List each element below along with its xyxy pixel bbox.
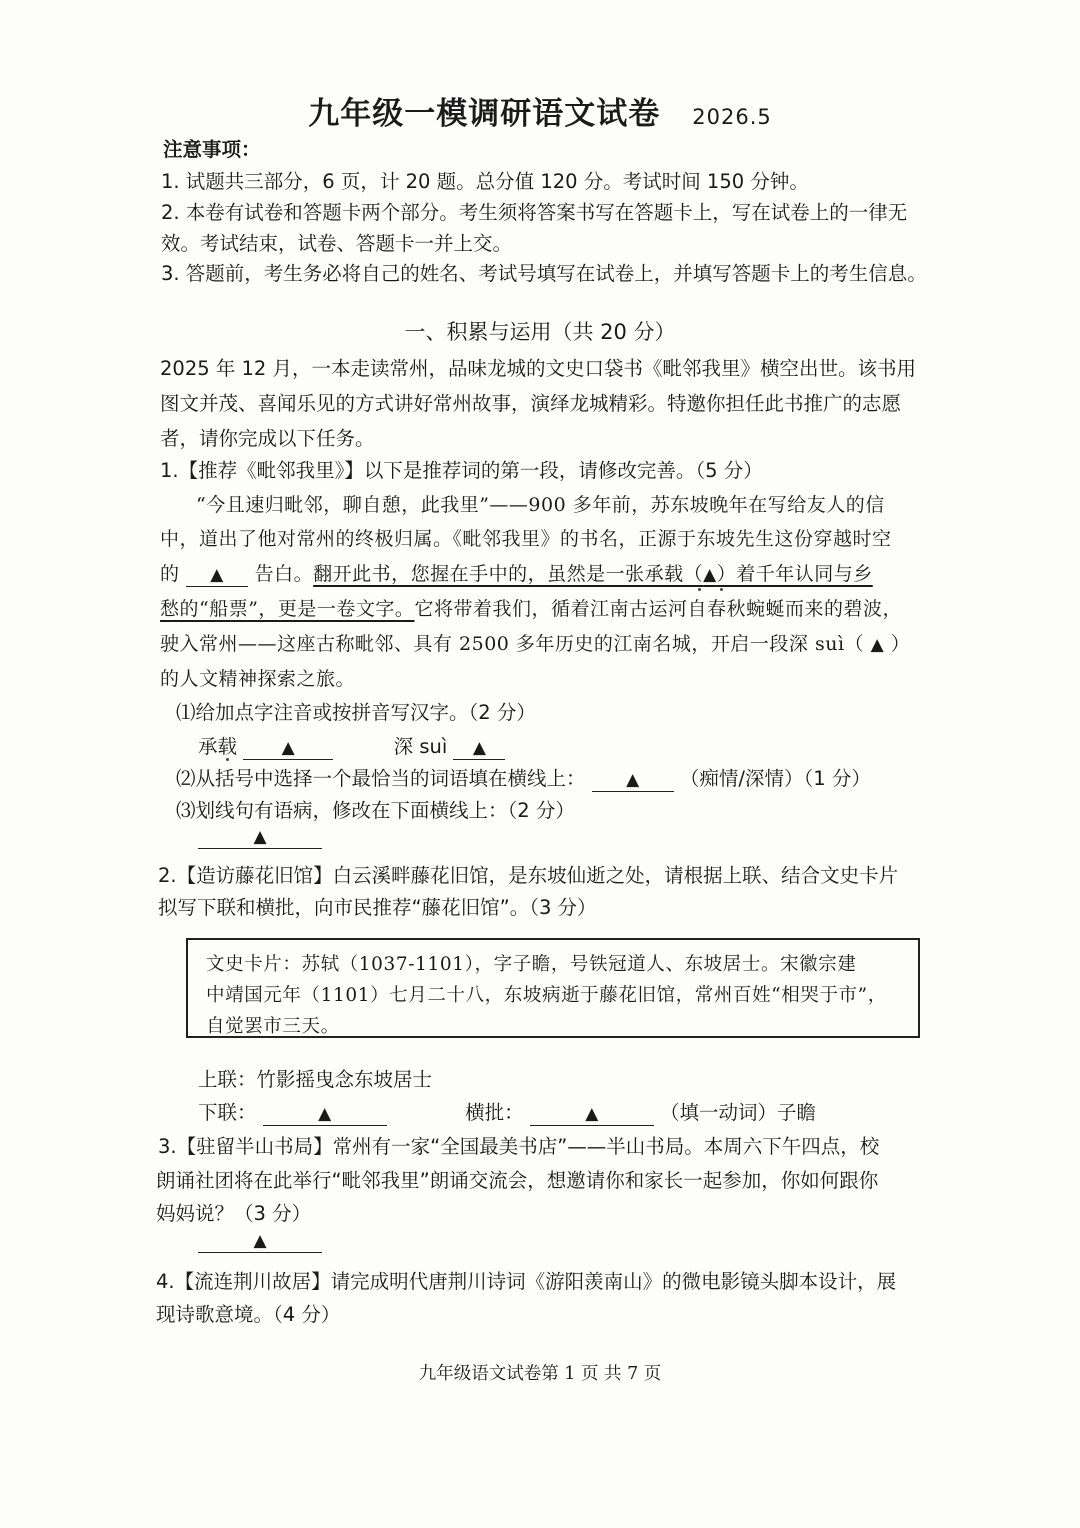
q1-sub1-shensui: 深 suì — [393, 735, 448, 758]
exam-title — [0, 88, 1080, 133]
couplet-answer-row — [198, 1097, 816, 1126]
q1-passage-gaobai: 告白。 — [254, 563, 314, 585]
q1-sub3-answer-line[interactable] — [198, 824, 322, 849]
intro-line-3: 者，请你完成以下任务。 — [160, 427, 375, 450]
question-3-stem-2: 朗诵社团将在此举行“毗邻我里”朗诵交流会，想邀请你和家长一起参加，你如何跟你 — [156, 1169, 879, 1192]
q1-underlined-part-2: ）着千年认同与乡 — [716, 563, 873, 585]
q1-passage-line-6: 的人文精神探索之旅。 — [160, 668, 356, 690]
q1-sub2-options: （痴情/深情）（1 分） — [679, 767, 871, 790]
answer-triangle-icon: ▲ — [626, 770, 640, 790]
notice-item-2b: 效。考试结束，试卷、答题卡一并上交。 — [161, 232, 513, 255]
question-4-stem-1: 4.【流连荆川故居】请完成明代唐荆川诗词《游阳羡南山》的微电影镜头脚本设计，展 — [156, 1270, 897, 1293]
couplet-lower-label: 下联： — [198, 1101, 257, 1124]
couplet-lower-blank[interactable] — [263, 1101, 387, 1126]
notice-item-1: 1. 试题共三部分，6 页，计 20 题。总分值 120 分。考试时间 150 分钟。 — [161, 170, 809, 193]
q1-passage-line-5-text: 驶入常州——这座古称毗邻、具有 2500 多年历史的江南名城，开启一段深 suì（ — [160, 633, 865, 655]
answer-triangle-icon: ▲ — [210, 565, 224, 585]
couplet-banner-blank[interactable] — [530, 1101, 654, 1126]
emphasis-dot — [226, 758, 229, 761]
question-4-stem-2: 现诗歌意境。（4 分） — [156, 1303, 341, 1326]
exam-date: 2026.5 — [692, 105, 772, 129]
notice-heading: 注意事项： — [163, 138, 261, 161]
q1-passage-line-2: 中，道出了他对常州的终极归属。《毗邻我里》的书名，正源于东坡先生这份穿越时空 — [160, 528, 892, 550]
q1-sub1-chengzai: 承载 — [198, 735, 238, 758]
q1-underlined-part-3: 愁的“船票”，更是一卷文字。 — [160, 598, 415, 620]
couplet-banner-tail: （填一动词）子瞻 — [660, 1101, 817, 1124]
question-3-stem-1: 3.【驻留半山书局】常州有一家“全国最美书店”——半山书局。本周六下午四点，校 — [158, 1135, 880, 1158]
q3-blank[interactable] — [198, 1228, 322, 1253]
q1-passage-line-4 — [160, 594, 902, 621]
history-card-line-1: 文史卡片：苏轼（1037-1101），字子瞻，号铁冠道人、东坡居士。宋徽宗建 — [206, 954, 857, 975]
q1-sub1-blank-1[interactable] — [243, 735, 333, 760]
q1-sub3-blank[interactable] — [198, 824, 322, 849]
notice-item-2a: 2. 本卷有试卷和答题卡两个部分。考生须将答案书写在答题卡上，写在试卷上的一律无 — [161, 201, 908, 224]
history-card-line-3: 自觉罢市三天。 — [206, 1016, 340, 1037]
q1-passage-line-1: “今且速归毗邻，聊自憩，此我里”——900 多年前，苏东坡晚年在写给友人的信 — [196, 494, 885, 516]
history-card — [186, 938, 920, 1038]
answer-triangle-icon: ▲ — [318, 1104, 332, 1124]
q1-sub1-blank-2[interactable] — [453, 735, 505, 760]
question-2-stem-2: 拟写下联和横批，向市民推荐“藤花旧馆”。（3 分） — [158, 896, 597, 919]
answer-triangle-icon: ▲ — [281, 738, 295, 758]
section-heading: 一、积累与运用（共 20 分） — [404, 320, 676, 344]
answer-triangle-icon: ▲ — [472, 738, 486, 758]
couplet-banner-label: 横批： — [465, 1101, 524, 1124]
title-text: 九年级一模调研语文试卷 — [308, 96, 661, 132]
q1-blank-word[interactable] — [186, 562, 248, 587]
q1-underlined-part-1: 翻开此书，您握在手中的，虽然是一张承载（ — [313, 563, 704, 585]
question-2-stem-1: 2.【造访藤花旧馆】白云溪畔藤花旧馆，是东坡仙逝之处，请根据上联、结合文史卡片 — [158, 864, 899, 887]
history-card-line-2: 中靖国元年（1101）七月二十八，东坡病逝于藤花旧馆，常州百姓“相哭于市”， — [206, 985, 887, 1006]
q1-subquestion-3: ⑶划线句有语病，修改在下面横线上：（2 分） — [176, 799, 575, 822]
q1-passage-line-5 — [160, 629, 910, 656]
q1-subquestion-1: ⑴给加点字注音或按拼音写汉字。（2 分） — [176, 701, 536, 724]
q1-sub2-text: ⑵从括号中选择一个最恰当的词语填在横线上： — [176, 767, 586, 790]
q1-close-paren: ） — [890, 633, 911, 655]
emphasis-dot — [698, 588, 701, 591]
answer-triangle-icon: ▲ — [585, 1104, 599, 1124]
intro-line-1: 2025 年 12 月，一本走读常州，品味龙城的文史口袋书《毗邻我里》横空出世。该书用 — [160, 357, 917, 380]
notice-item-3: 3. 答题前，考生务必将自己的姓名、考试号填写在试卷上，并填写答题卡上的考生信息。 — [161, 262, 927, 285]
q1-sub1-answer-row — [198, 731, 505, 760]
couplet-upper: 上联：竹影摇曳念东坡居士 — [198, 1068, 433, 1091]
emphasis-dot — [720, 588, 723, 591]
answer-triangle-icon: ▲ — [703, 565, 717, 585]
q1-subquestion-2 — [176, 763, 871, 792]
answer-triangle-icon: ▲ — [253, 827, 267, 847]
question-3-stem-3: 妈妈说？（3 分） — [156, 1202, 312, 1225]
answer-triangle-icon: ▲ — [870, 635, 885, 655]
q1-passage-de: 的 — [160, 563, 180, 585]
q3-answer-line[interactable] — [198, 1228, 322, 1253]
q1-passage-line-3 — [160, 559, 873, 587]
answer-triangle-icon: ▲ — [253, 1231, 267, 1251]
intro-line-2: 图文并茂、喜闻乐见的方式讲好常州故事，演绎龙城精彩。特邀你担任此书推广的志愿 — [160, 392, 902, 415]
page-footer: 九年级语文试卷第 1 页 共 7 页 — [418, 1364, 662, 1384]
q1-sub2-blank[interactable] — [592, 767, 674, 792]
q1-passage-line-4-rest: 它将带着我们，循着江南古运河自春秋蜿蜒而来的碧波， — [414, 598, 902, 620]
question-1-stem: 1.【推荐《毗邻我里》】以下是推荐词的第一段，请修改完善。（5 分） — [160, 459, 763, 482]
